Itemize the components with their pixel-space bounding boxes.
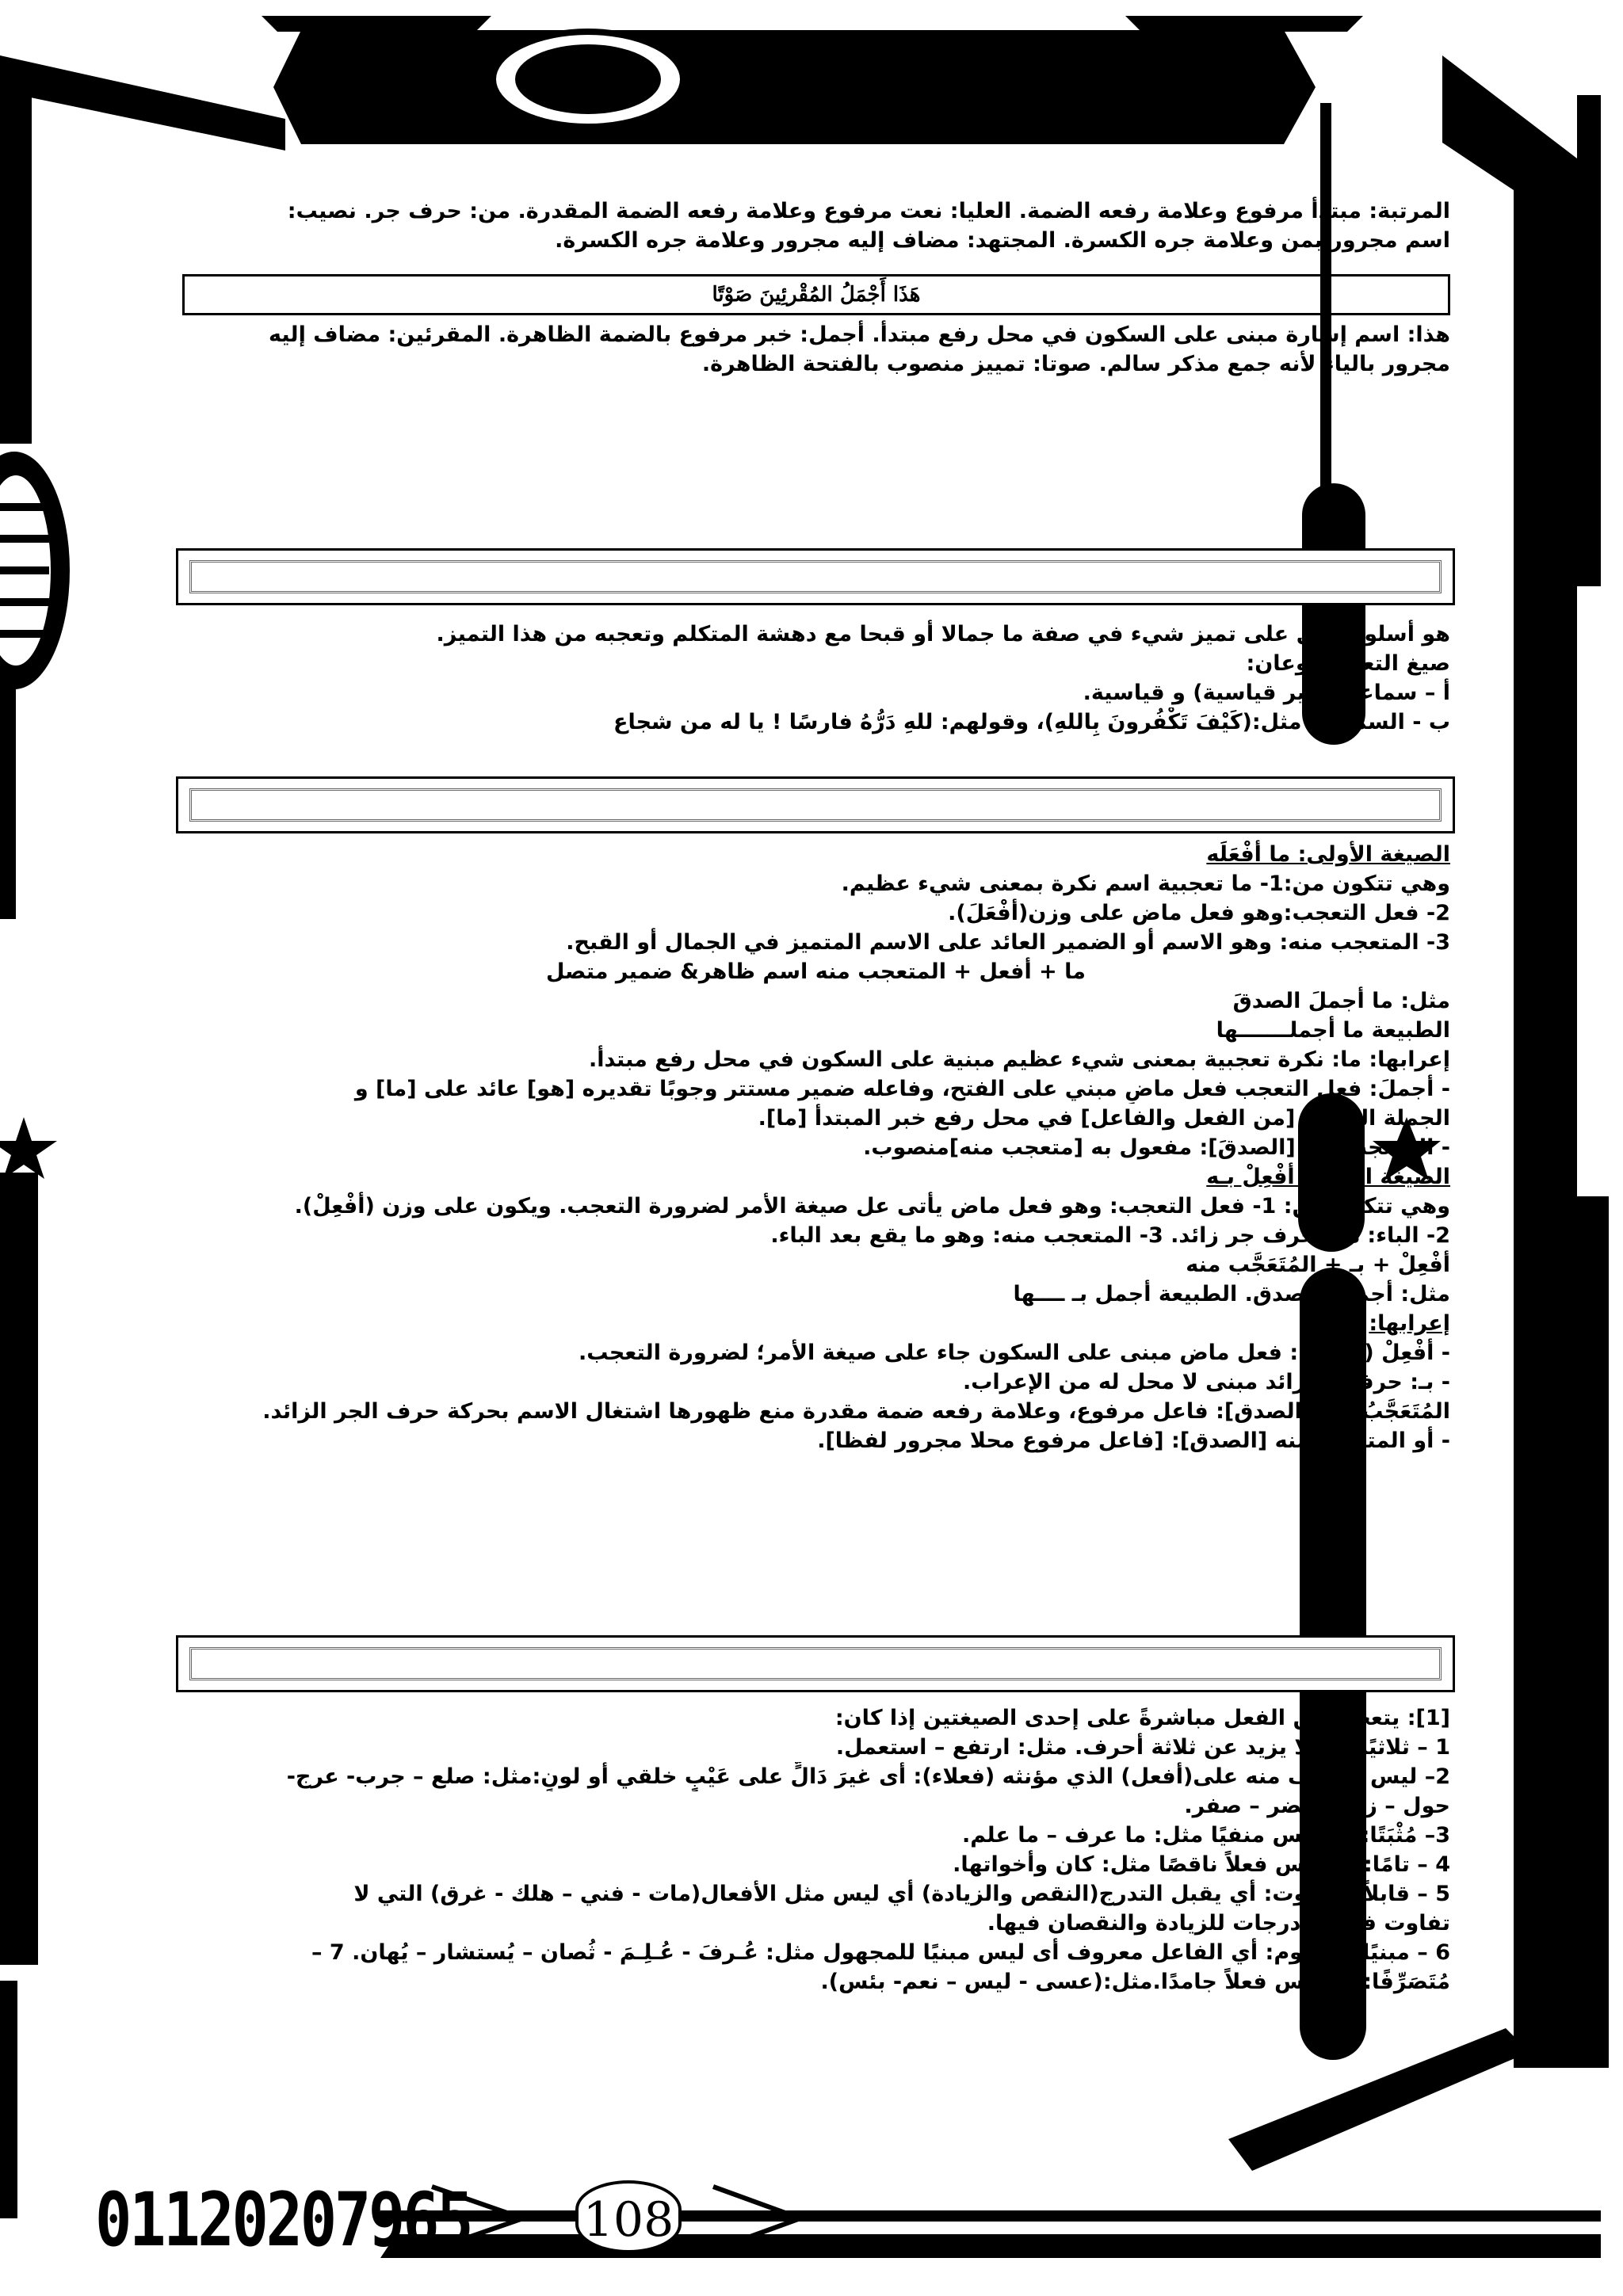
text-line: تفاوت فيها لا درجات للزيادة والنقصان فيها. [987,1911,1450,1936]
text-line: وهي تتكون من: 1- فعل التعجب: وهو فعل ماض يأتى عل صيغة الأمر لضرورة التعجب. ويكون على وزن (أَفْعِلْ). [294,1194,1450,1219]
section-banner [176,548,1455,605]
section-3 [176,840,1450,1455]
section-banner [176,776,1455,833]
text-line: 3- المتعجب منه: وهو الاسم أو الضمير العائد على الاسم المتميز في الجمال أو القبح. [566,930,1450,955]
text-line: 5 – قابلاً للتفاوت: أي يقبل التدرج(النقص والزيادة) أي ليس مثل الأفعال(مات - فني – هلك - غرق) التي لا [353,1882,1450,1906]
section-banner [176,1635,1455,1692]
subheading: الصيغة الثانية: أَفْعِلْ بـه [1206,1165,1450,1189]
page-number: 108 [575,2180,682,2253]
text-line: مجرور بالياء لأنه جمع مذكر سالم. صوتا: تمييز منصوب بالفتحة الظاهرة. [701,352,1450,376]
text-line: مُتَصَرِّفًا: أي ليس فعلاً جامدًا.مثل:(عسى - ليس – نعم- بئس). [820,1970,1450,1994]
text-line: - أجملَ: فعل التعجب فعل ماضٍ مبني على الفتح، وفاعله ضمير مستتر وجوبًا تقديره [هو] عائد على [ما] و [354,1077,1450,1101]
text-line: صيغ التعجب نوعان: [1246,651,1450,676]
formula: ما + أفعل + المتعجب منه اسم ظاهر& ضمير متصل [546,959,1086,984]
text-line: المرتبة: مبتدأ مرفوع وعلامة رفعه الضمة. العليا: نعت مرفوع وعلامة رفعه الضمة المقدرة. من: حرف جر. نصيب: [287,199,1450,223]
text-line: [1]: يتعجب من الفعل مباشرةً على إحدى الصيغتين إذا كان: [834,1706,1450,1730]
text-line: 6 – مبنيًا للمعلوم: أي الفاعل معروف أى ليس مبنيًا للمجهول مثل: عُـرفَ - عُـلِـمَ - ثُصان – يُستشار – يُهان. 7 – [311,1940,1450,1965]
text-line: - بـ: حرف جر زائد مبنى لا محل له من الإعراب. [962,1370,1450,1394]
formula: أَفْعِلْ + بـ + المُتَعَجَّب منه [1186,1253,1450,1277]
example-box: هَذَا أَجْمَلُ المُقْرئِينَ صَوْتًا [182,274,1450,315]
section-4 [176,1703,1450,1997]
text-line: وهي تتكون من:1- ما تعجبية اسم نكرة بمعنى شيء عظيم. [841,871,1450,896]
text-line: 1 – ثلاثيًا: أي لا يزيد عن ثلاثة أحرف. مثل: ارتفع – استعمل. [835,1735,1450,1760]
text-line: أ – سماعية (غير قياسية) و قياسية. [1083,681,1450,705]
text-line: إعرابها: ما: نكرة تعجبية بمعنى شيء عظيم مبنية على السكون في محل رفع مبتدأ. [588,1047,1450,1072]
text-line: الجملة الفعلية [من الفعل والفاعل] في محل رفع خبر المبتدأ [ما]. [758,1106,1450,1131]
text-line: 3– مُثْبَتًا: أي ليس منفيًا مثل: ما عرف – ما علم. [961,1823,1450,1848]
subheading: الصيغة الأولى: ما أَفْعَلَه [1206,842,1450,867]
text-line: المُتَعَجَّبُ منه [الصدق]: فاعل مرفوع، وعلامة رفعه ضمة مقدرة منع ظهورها اشتغال الاسم بحركة حرف الجر الزائد. [262,1399,1450,1424]
text-line: هو أسلوب يدل على تميز شيء في صفة ما جمالا أو قبحا مع دهشة المتكلم وتعجبه من هذا التميز. [436,622,1450,646]
subheading: إعرابها: [1369,1311,1450,1336]
text-line: 2– ليس الوصف منه على(أفعل) الذي مؤنثه (فعلاء): أى غيرَ دَالٍّ على عَيْبٍ خلقي أو لونٍ:مثل: صلع – جرب- عرج- [286,1764,1450,1789]
text-line: اسم مجرور بمن وعلامة جره الكسرة. المجتهد: مضاف إليه مجرور وعلامة جره الكسرة. [555,228,1450,253]
phone-number: 01120207965 [95,2177,472,2264]
text-line: - أَفْعِلْ (أجمل): فعل ماض مبنى على السكون جاء على صيغة الأمر؛ لضرورة التعجب. [579,1341,1450,1365]
text-line: هذا: اسم إشارة مبنى على السكون في محل رفع مبتدأ. أجمل: خبر مرفوع بالضمة الظاهرة. المقرئين: مضاف إليه [269,322,1450,347]
text-line: مثل: أجمل بالصدق. الطبيعة أجمل بـ ــــها [1013,1282,1450,1306]
text-line: - المتعجب منه [الصدقَ]: مفعول به [متعجب منه]منصوب. [863,1135,1450,1160]
text-line: الطبيعة ما أجملـــــــها [1216,1018,1450,1043]
section-1 [176,196,1450,255]
text-line: مثل: ما أجملَ الصدقَ [1232,989,1450,1013]
text-line: حول – زرق- خضر – صفر. [1184,1794,1450,1818]
text-line: 2- فعل التعجب:وهو فعل ماض على وزن(أَفْعَلَ). [948,901,1450,925]
text-line: ب - السماعية مثل:(كَيْفَ تَكْفُرونَ بِاللهِ)، وقولهم: للهِ دَرُّهُ فارسًا ! يا له من شجاع [613,710,1450,734]
text-line: 2- الباء: هي حرف جر زائد. 3- المتعجب منه: وهو ما يقع بعد الباء. [770,1223,1450,1248]
text-line: - أو المتعجب منه [الصدق]: [فاعل مرفوع محلا مجرور لفظا]. [817,1428,1450,1453]
section-2 [176,620,1450,737]
section-1-parsing [176,320,1450,379]
text-line: 4 – تامًا: أي ليس فعلاً ناقصًا مثل: كان وأخواتها. [953,1852,1450,1877]
